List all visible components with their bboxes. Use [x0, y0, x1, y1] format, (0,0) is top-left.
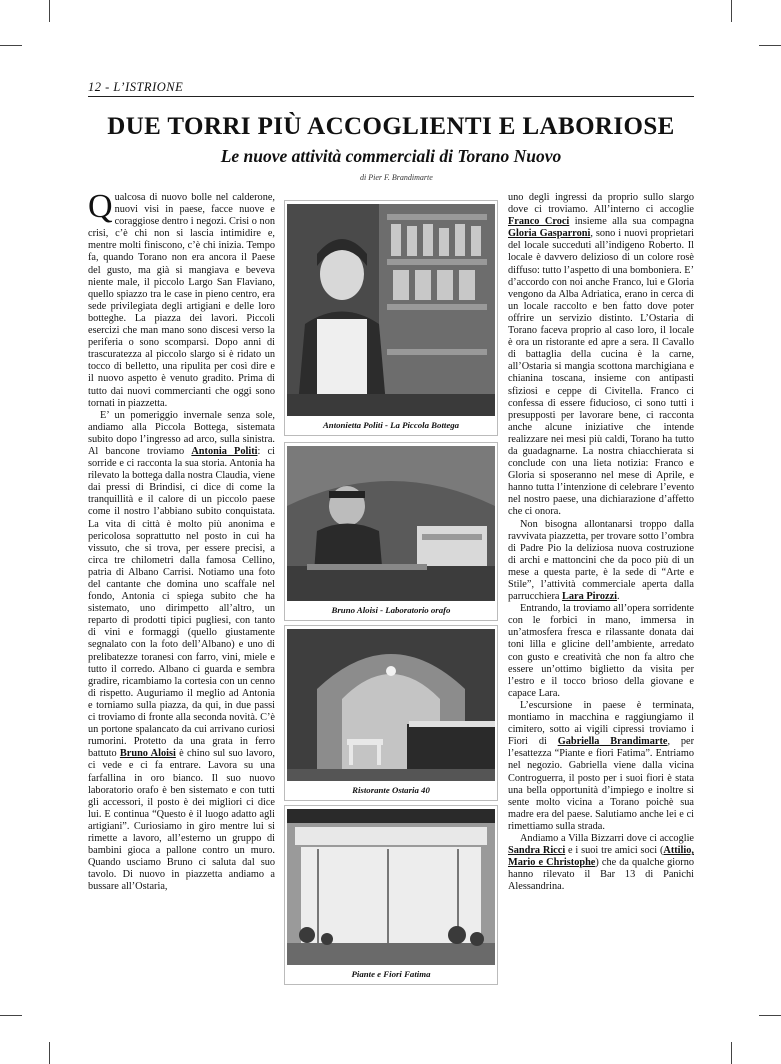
photo-figure: [284, 200, 498, 436]
person-name: Gabriella Brandimarte: [557, 736, 668, 748]
crop-mark: [49, 1042, 50, 1064]
paragraph: Non bisogna allontanarsi troppo dalla ravvivata piazzetta, per trovare sotto l’ombra di Padre Pio la deliziosa nuova costruzione di archi e mattoncini che da poco più di un mese a questa parte, è la sede di “Arte e Stile”, l’attività commerciale aperta dalla parrucchiera Lara Pirozzi.: [508, 518, 694, 603]
paragraph: E’ un pomeriggio invernale senza sole, andiamo alla Piccola Bottega, sistemata subito dopo l’ingresso ad arco, sulla sinistra. Al bancone troviamo Antonia Politi: ci sorride e ci racconta la sua storia. Antonia ha rilevato la bottega dalla nostra Claudia, viene dai pressi di Brindisi, ci dice di come la tranquillità e il calore di un piccolo paese come il nostro l’abbiano subito conquistata. La vita di città è molto più anonima e pericolosa soprattutto nel posto in cui ha vissuto, che si trova, per essere precisi, a circa tre chilometri dalla famosa Cellino, patria di Albano Carrisi. Notiamo una foto del cantante che domina uno scaffale nel fondo, Antonia ci spiega subito che ha sistemato, uno dirimpetto all’altro, un reparto di prodotti tipici pugliesi, con tanto di vini e formaggi (quello giustamente segnalato con la foto dell’Albano) e uno di prelibatezze toranesi con farro, vini, miele e tutto il corredo. Albano ci guarda e sembra gradire, ricambiamo la cortesia con un cenno di rispetto. Auguriamo il meglio ad Antonia e torniamo sulla piazza, da qui, in due passi ci troviamo di fronte alla seconda novità. C’è un portone spalancato da cui arrivano curiosi rumorini. Protetto da una grata in ferro battuto Bruno Aloisi è chino sul suo lavoro, ci vede e ci fa entrare. Lavora su una farfallina in oro bianco. Il suo nuovo laboratorio orafo è ben sistemato e con tutti gli accessori, il posto è dei migliori ci dice lui. E continua “Questo è il luogo adatto agli artigiani”. Curiosiamo in giro mentre lui si rimette a lavoro, all’esterno un gruppo di bambini gioca a pallone contro un muro. Quando usciamo Bruno ci saluta dal suo tavolo. Di nuovo in piazzetta andiamo a bussare all’Ostaria,: [88, 409, 275, 893]
person-name: Franco Croci: [508, 216, 570, 228]
shop-photo: [287, 204, 495, 416]
article-byline: di Pier F. Brandimarte: [360, 173, 433, 182]
article-title: DUE TORRI PIÙ ACCOGLIENTI E LABORIOSE: [107, 113, 675, 140]
paragraph: Andiamo a Villa Bizzarri dove ci accoglie Sandra Ricci e i suoi tre amici soci (Attilio, Mario e Christophe) che da qualche giorno hanno rilevato il Bar 13 di Panichi Alessandrina.: [508, 832, 694, 893]
person-name: Sandra Ricci: [508, 845, 566, 857]
person-name: Bruno Aloisi: [119, 748, 176, 760]
crop-mark: [0, 45, 22, 46]
flower-shop-photo: [287, 809, 495, 965]
photo-figure: [284, 442, 498, 621]
photo-caption: Bruno Aloisi - Laboratorio orafo: [331, 605, 451, 615]
drop-cap: Q: [88, 188, 113, 225]
photo-caption: Piante e Fiori Fatima: [351, 969, 431, 979]
paragraph: Qualcosa di nuovo bolle nel calderone, nuovi visi in paese, facce nuove e coraggiose dentro i negozi. Crisi o non crisi, c’è chi non si lascia intimidire e, mentre molti finiscono, c’è chi inizia. Tempo fa, quando Torano non era ancora il Paese del gusto, ma già si mangiava e beveva niente male, il piccolo Largo San Flaviano, quello spiazzo tra le case in pieno centro, era sede privilegiata degli artigiani e delle loro botteghe. La piazza dei lavori. Piccoli esercizi che man mano sono discesi verso la periferia o sono scomparsi. Dopo anni di trascuratezza al piccolo slargo si è ridato un tocco di belletto, una ripulita per così dire e il nuovo aspetto è venuto gradito. Prima di tutto dai nuovi commercianti che oggi sono tornati in piazzetta.: [88, 188, 275, 409]
header-rule: [88, 96, 694, 97]
photo-caption: Antonietta Politi - La Piccola Bottega: [322, 420, 460, 430]
article-column-3: [508, 192, 694, 893]
photo-figure: [284, 625, 498, 801]
restaurant-photo: [287, 629, 495, 781]
crop-mark: [731, 1042, 732, 1064]
photo-caption: Ristorante Ostaria 40: [352, 785, 430, 795]
paragraph: L’escursione in paese è terminata, montiamo in macchina e raggiungiamo il cimitero, sotto ai vigili cipressi troviamo i Fiori di Gabriella Brandimarte, per l’esattezza “Piante e fiori Fatima”. Entriamo nel negozio. Gabriella viene dalla vicina Controguerra, il posto per i suoi fiori è stata una bella opportunità d’impiego e inoltre si sente molto vicina a Torano poichè sua madre era del paese. Salutiamo anche lei e ci rimettiamo sulla strada.: [508, 699, 695, 832]
crop-mark: [759, 1015, 781, 1016]
person-name: Lara Pirozzi: [562, 591, 618, 603]
article-column-1: [88, 188, 275, 893]
paragraph: Entrando, la troviamo all’opera sorridente con le forbici in mano, immersa in un’atmosfera fresca e rilassante donata dai toni lilla e glicine dell’ambiente, arredato con gusto e creatività che non fa altro che essere un’ottimo biglietto da visita per l’estro e il tocco brioso della giovane e capace Lara.: [508, 603, 694, 699]
photo-figure: [284, 805, 498, 985]
crop-mark: [759, 45, 781, 46]
article-subtitle: Le nuove attività commerciali di Torano Nuovo: [220, 146, 562, 166]
running-head: 12 - L’ISTRIONE: [88, 80, 184, 94]
crop-mark: [731, 0, 732, 22]
workshop-photo: [287, 446, 495, 601]
person-name: Gloria Gasparroni: [508, 228, 591, 240]
person-name: Antonia Politi: [191, 445, 258, 457]
crop-mark: [49, 0, 50, 22]
person-name: Attilio, Mario e Christophe: [508, 845, 694, 869]
crop-mark: [0, 1015, 22, 1016]
paragraph: uno degli ingressi da proprio sullo slargo dove ci troviamo. All’interno ci accoglie Franco Croci insieme alla sua compagna Gloria Gasparroni, sono i nuovi proprietari del locale succeduti all’indigeno Roberto. Il locale è davvero delizioso di un colore rosè diffuso: tutto l’aspetto di una bomboniera. E’ d’accordo con noi anche Franco, lui e Gloria vengono da Alba Adriatica, erano in cerca di un locale raccolto e ben fatto dove poter offrire un servizio distinto. L’Ostaria di Torano faceva proprio al caso loro, il locale è ora un ristorante ed apre a sera. Il Cavallo di battaglia della cucina è la carne, all’Ostaria si mangia scottona marchigiana e chianina toscana, insieme con antipasti sfiziosi e ceppe di Civitella. Franco ci confessa di essere fiducioso, ci sono tutti i presupposti per lavorare bene, ci racconta anche alcune iniziative che intende realizzare nei mesi più caldi, Torano ha tutto da guadagnarne. La nostra chiacchierata si conclude con una lieta notizia: Franco e Gloria si sposeranno nel mese di Aprile, e hanno tutta l’intenzione di celebrare l’evento nel nostro paese, una dichiarazione d’affetto che ci onora.: [508, 192, 694, 518]
